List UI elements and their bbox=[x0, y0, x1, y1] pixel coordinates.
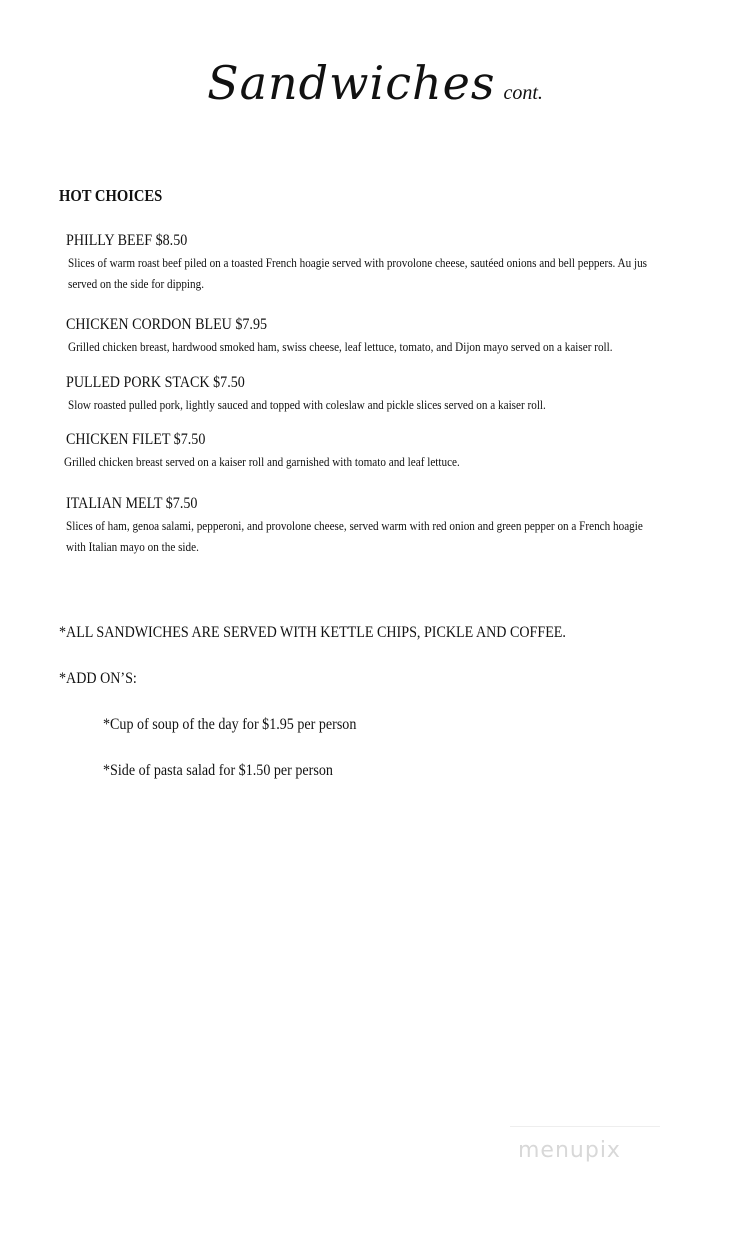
item-name: PHILLY BEEF $8.50 bbox=[66, 232, 188, 249]
add-on-item-soup: *Cup of soup of the day for $1.95 per person bbox=[103, 716, 357, 733]
item-name: CHICKEN FILET $7.50 bbox=[66, 431, 206, 448]
item-description: Slow roasted pulled pork, lightly sauced and topped with coleslaw and pickle slices served on a kaiser roll. bbox=[68, 397, 546, 412]
menu-item-philly-beef bbox=[66, 231, 686, 294]
title-subtitle: cont. bbox=[503, 82, 543, 104]
item-name: CHICKEN CORDON BLEU $7.95 bbox=[66, 316, 268, 333]
item-description: Slices of ham, genoa salami, pepperoni, and provolone cheese, served warm with red onion and green pepper on a French hoagie with Italian mayo on the side. bbox=[66, 518, 643, 554]
section-heading-hot-choices: HOT CHOICES bbox=[59, 186, 163, 205]
menu-item-italian-melt bbox=[64, 494, 684, 557]
title-main: Sandwiches bbox=[207, 56, 496, 110]
item-description: Grilled chicken breast served on a kaiser roll and garnished with tomato and leaf lettuce. bbox=[64, 454, 460, 469]
item-description: Grilled chicken breast, hardwood smoked ham, swiss cheese, leaf lettuce, tomato, and Dijon mayo served on a kaiser roll. bbox=[68, 339, 613, 354]
item-name: ITALIAN MELT $7.50 bbox=[66, 495, 198, 512]
menu-item-chicken-cordon-bleu bbox=[66, 315, 686, 357]
watermark-logo: menupix bbox=[518, 1138, 621, 1163]
menu-item-pulled-pork-stack bbox=[66, 373, 686, 415]
item-name: PULLED PORK STACK $7.50 bbox=[66, 374, 245, 391]
watermark-divider bbox=[510, 1126, 660, 1127]
served-with-note: *ALL SANDWICHES ARE SERVED WITH KETTLE CHIPS, PICKLE AND COFFEE. bbox=[59, 624, 566, 641]
menu-item-chicken-filet bbox=[64, 430, 684, 472]
add-ons-heading: *ADD ON’S: bbox=[59, 670, 137, 687]
item-description: Slices of warm roast beef piled on a toasted French hoagie served with provolone cheese, sautéed onions and bell peppers. Au jus served on the side for dipping. bbox=[68, 255, 648, 291]
add-on-item-pasta-salad: *Side of pasta salad for $1.50 per person bbox=[103, 762, 333, 779]
page-title bbox=[0, 56, 750, 110]
